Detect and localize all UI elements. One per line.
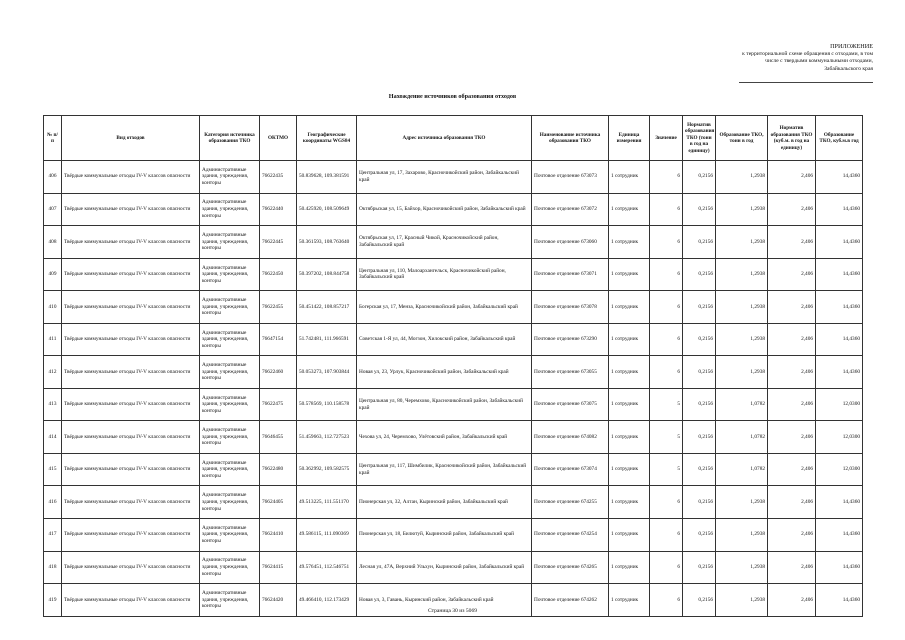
table-row bbox=[44, 291, 863, 324]
table-body bbox=[44, 161, 863, 617]
cell-waste: Твёрдые коммунальные отходы IV-V классов опасности bbox=[62, 356, 200, 389]
cell-coord: 50.362992, 109.582575 bbox=[297, 453, 357, 486]
appendix-line: к территориальной схеме обращения с отходами, в том bbox=[742, 50, 873, 57]
cell-idx: 412 bbox=[44, 356, 62, 389]
table-row bbox=[44, 453, 863, 486]
cell-waste: Твёрдые коммунальные отходы IV-V классов опасности bbox=[62, 323, 200, 356]
cell-idx: 413 bbox=[44, 388, 62, 421]
cell-unit: 1 сотрудник bbox=[609, 356, 650, 389]
cell-norm-t: 0,2156 bbox=[683, 486, 716, 519]
cell-norm-m: 2,406 bbox=[768, 551, 816, 584]
appendix-line: Забайкальского края bbox=[824, 65, 873, 72]
cell-unit: 1 сотрудник bbox=[609, 421, 650, 454]
cell-gen-m: 14,4360 bbox=[816, 584, 863, 617]
cell-norm-t: 0,2156 bbox=[683, 584, 716, 617]
cell-oktmo: 76622440 bbox=[260, 193, 297, 226]
cell-value: 5 bbox=[650, 453, 683, 486]
cell-source: Почтовое отделение 674254 bbox=[532, 519, 609, 552]
cell-category: Административные здания, учреждения, конторы bbox=[200, 421, 260, 454]
cell-address: Центральная ул, 17, Захарово, Красночикойский район, Забайкальский край bbox=[357, 161, 532, 194]
cell-value: 6 bbox=[650, 519, 683, 552]
cell-source: Почтовое отделение 673073 bbox=[532, 161, 609, 194]
cell-gen-t: 1,2938 bbox=[716, 519, 768, 552]
cell-address: Пионерская ул, 32, Алтан, Кыринский район, Забайкальский край bbox=[357, 486, 532, 519]
cell-value: 5 bbox=[650, 421, 683, 454]
cell-address: Октябрьская ул, 17, Красный Чикой, Красночикойский район, Забайкальский край bbox=[357, 226, 532, 259]
cell-waste: Твёрдые коммунальные отходы IV-V классов опасности bbox=[62, 453, 200, 486]
cell-waste: Твёрдые коммунальные отходы IV-V классов опасности bbox=[62, 486, 200, 519]
cell-unit: 1 сотрудник bbox=[609, 258, 650, 291]
header-cell: Географические координаты WGS84 bbox=[297, 116, 357, 161]
cell-category: Административные здания, учреждения, конторы bbox=[200, 323, 260, 356]
header-cell: Наименование источника образования ТКО bbox=[532, 116, 609, 161]
table-row bbox=[44, 226, 863, 259]
cell-oktmo: 76622480 bbox=[260, 453, 297, 486]
cell-gen-t: 1,2938 bbox=[716, 258, 768, 291]
cell-gen-m: 14,4360 bbox=[816, 356, 863, 389]
cell-norm-m: 2,406 bbox=[768, 226, 816, 259]
cell-value: 6 bbox=[650, 161, 683, 194]
cell-idx: 419 bbox=[44, 584, 62, 617]
appendix-line: числе с твердыми коммунальными отходами, bbox=[765, 58, 873, 65]
cell-source: Почтовое отделение 674082 bbox=[532, 421, 609, 454]
cell-address: Центральная ул, 117, Шимбилик, Красночикойский район, Забайкальский край bbox=[357, 453, 532, 486]
cell-gen-t: 1,2938 bbox=[716, 486, 768, 519]
cell-oktmo: 76647154 bbox=[260, 323, 297, 356]
cell-category: Административные здания, учреждения, конторы bbox=[200, 388, 260, 421]
cell-unit: 1 сотрудник bbox=[609, 551, 650, 584]
cell-norm-t: 0,2156 bbox=[683, 161, 716, 194]
cell-gen-m: 12,0300 bbox=[816, 453, 863, 486]
cell-unit: 1 сотрудник bbox=[609, 193, 650, 226]
cell-value: 6 bbox=[650, 323, 683, 356]
cell-oktmo: 76624405 bbox=[260, 486, 297, 519]
cell-address: Центральная ул, 80, Черемхово, Красночикойский район, Забайкальский край bbox=[357, 388, 532, 421]
cell-value: 6 bbox=[650, 486, 683, 519]
table-row bbox=[44, 161, 863, 194]
cell-norm-m: 2,406 bbox=[768, 356, 816, 389]
cell-waste: Твёрдые коммунальные отходы IV-V классов опасности bbox=[62, 226, 200, 259]
cell-coord: 50.451422, 108.857217 bbox=[297, 291, 357, 324]
cell-waste: Твёрдые коммунальные отходы IV-V классов опасности bbox=[62, 291, 200, 324]
cell-coord: 50.839628, 109.381591 bbox=[297, 161, 357, 194]
cell-category: Административные здания, учреждения, конторы bbox=[200, 486, 260, 519]
cell-source: Почтовое отделение 674255 bbox=[532, 486, 609, 519]
cell-waste: Твёрдые коммунальные отходы IV-V классов опасности bbox=[62, 193, 200, 226]
cell-gen-t: 1,2938 bbox=[716, 291, 768, 324]
cell-category: Административные здания, учреждения, конторы bbox=[200, 226, 260, 259]
cell-norm-t: 0,2156 bbox=[683, 356, 716, 389]
cell-address: Октябрьская ул, 15, Байхор, Красночикойский район, Забайкальский край bbox=[357, 193, 532, 226]
cell-gen-t: 1,0782 bbox=[716, 421, 768, 454]
cell-gen-t: 1,2938 bbox=[716, 356, 768, 389]
cell-address: Советская 1-Я ул, 44, Могзон, Хилокский район, Забайкальский край bbox=[357, 323, 532, 356]
cell-idx: 406 bbox=[44, 161, 62, 194]
cell-oktmo: 76622460 bbox=[260, 356, 297, 389]
cell-norm-m: 2,406 bbox=[768, 388, 816, 421]
cell-value: 6 bbox=[650, 258, 683, 291]
cell-oktmo: 76622435 bbox=[260, 161, 297, 194]
cell-idx: 414 bbox=[44, 421, 62, 454]
appendix-rule bbox=[739, 82, 873, 83]
cell-category: Административные здания, учреждения, конторы bbox=[200, 161, 260, 194]
cell-source: Почтовое отделение 673290 bbox=[532, 323, 609, 356]
cell-gen-m: 14,4360 bbox=[816, 226, 863, 259]
cell-norm-m: 2,406 bbox=[768, 258, 816, 291]
cell-value: 6 bbox=[650, 584, 683, 617]
cell-gen-m: 14,4360 bbox=[816, 161, 863, 194]
cell-category: Административные здания, учреждения, конторы bbox=[200, 193, 260, 226]
cell-gen-t: 1,2938 bbox=[716, 551, 768, 584]
header-cell: Образование ТКО, куб.м.в год bbox=[816, 116, 863, 161]
cell-gen-t: 1,2938 bbox=[716, 161, 768, 194]
table-row bbox=[44, 486, 863, 519]
cell-coord: 51.459663, 112.727523 bbox=[297, 421, 357, 454]
cell-value: 6 bbox=[650, 356, 683, 389]
cell-gen-t: 1,0782 bbox=[716, 453, 768, 486]
cell-source: Почтовое отделение 674265 bbox=[532, 551, 609, 584]
cell-gen-m: 14,4360 bbox=[816, 519, 863, 552]
cell-gen-t: 1,2938 bbox=[716, 226, 768, 259]
header-cell: Норматив образования ТКО (тонн в год на единицу) bbox=[683, 116, 716, 161]
cell-gen-t: 1,2938 bbox=[716, 193, 768, 226]
cell-norm-t: 0,2156 bbox=[683, 388, 716, 421]
cell-coord: 49.513225, 111.551170 bbox=[297, 486, 357, 519]
cell-address: Новая ул, 3, Гавань, Кыринский район, Забайкальский край bbox=[357, 584, 532, 617]
cell-address: Новая ул, 23, Урлук, Красночикойский район, Забайкальский край bbox=[357, 356, 532, 389]
table-row bbox=[44, 388, 863, 421]
cell-idx: 416 bbox=[44, 486, 62, 519]
cell-unit: 1 сотрудник bbox=[609, 226, 650, 259]
cell-norm-m: 2,406 bbox=[768, 421, 816, 454]
table-row bbox=[44, 356, 863, 389]
cell-source: Почтовое отделение 673055 bbox=[532, 356, 609, 389]
cell-norm-m: 2,406 bbox=[768, 584, 816, 617]
cell-coord: 49.576451, 112.546751 bbox=[297, 551, 357, 584]
sources-table bbox=[43, 115, 863, 617]
cell-unit: 1 сотрудник bbox=[609, 486, 650, 519]
cell-unit: 1 сотрудник bbox=[609, 161, 650, 194]
cell-waste: Твёрдые коммунальные отходы IV-V классов опасности bbox=[62, 161, 200, 194]
cell-idx: 407 bbox=[44, 193, 62, 226]
cell-coord: 50.425920, 108.509649 bbox=[297, 193, 357, 226]
header-cell: Единица измерения bbox=[609, 116, 650, 161]
cell-coord: 49.586115, 111.090369 bbox=[297, 519, 357, 552]
cell-idx: 409 bbox=[44, 258, 62, 291]
cell-waste: Твёрдые коммунальные отходы IV-V классов опасности bbox=[62, 551, 200, 584]
cell-gen-m: 12,0300 bbox=[816, 388, 863, 421]
header-cell: ОКТМО bbox=[260, 116, 297, 161]
cell-norm-t: 0,2156 bbox=[683, 193, 716, 226]
cell-gen-t: 1,0782 bbox=[716, 388, 768, 421]
cell-norm-m: 2,406 bbox=[768, 453, 816, 486]
cell-source: Почтовое отделение 673060 bbox=[532, 226, 609, 259]
cell-idx: 410 bbox=[44, 291, 62, 324]
cell-gen-m: 14,4360 bbox=[816, 258, 863, 291]
cell-unit: 1 сотрудник bbox=[609, 291, 650, 324]
cell-address: Чехова ул, 24, Черемхово, Улётовский район, Забайкальский край bbox=[357, 421, 532, 454]
cell-norm-t: 0,2156 bbox=[683, 519, 716, 552]
cell-address: Пионерская ул, 18, Билютуй, Кыринский район, Забайкальский край bbox=[357, 519, 532, 552]
cell-norm-m: 2,406 bbox=[768, 486, 816, 519]
cell-gen-t: 1,2938 bbox=[716, 584, 768, 617]
cell-gen-m: 14,4360 bbox=[816, 193, 863, 226]
cell-category: Административные здания, учреждения, конторы bbox=[200, 453, 260, 486]
cell-gen-m: 12,0300 bbox=[816, 421, 863, 454]
appendix-block bbox=[703, 43, 873, 73]
cell-idx: 417 bbox=[44, 519, 62, 552]
cell-norm-t: 0,2156 bbox=[683, 323, 716, 356]
cell-idx: 411 bbox=[44, 323, 62, 356]
cell-idx: 415 bbox=[44, 453, 62, 486]
header-cell: Образование ТКО, тонн в год bbox=[716, 116, 768, 161]
appendix-heading: ПРИЛОЖЕНИЕ bbox=[830, 43, 873, 50]
cell-waste: Твёрдые коммунальные отходы IV-V классов опасности bbox=[62, 388, 200, 421]
cell-address: Богерская ул, 17, Менза, Красночикойский район, Забайкальский край bbox=[357, 291, 532, 324]
header-cell: Норматив образования ТКО (куб.м. в год на единицу) bbox=[768, 116, 816, 161]
cell-unit: 1 сотрудник bbox=[609, 584, 650, 617]
cell-norm-t: 0,2156 bbox=[683, 226, 716, 259]
header-cell: № п/п bbox=[44, 116, 62, 161]
cell-category: Административные здания, учреждения, конторы bbox=[200, 551, 260, 584]
cell-gen-t: 1,2938 bbox=[716, 323, 768, 356]
table-row bbox=[44, 519, 863, 552]
cell-norm-t: 0,2156 bbox=[683, 551, 716, 584]
cell-coord: 50.053273, 107.903844 bbox=[297, 356, 357, 389]
cell-category: Административные здания, учреждения, конторы bbox=[200, 291, 260, 324]
cell-oktmo: 76624420 bbox=[260, 584, 297, 617]
cell-norm-m: 2,406 bbox=[768, 519, 816, 552]
cell-coord: 49.466410, 112.173429 bbox=[297, 584, 357, 617]
cell-norm-m: 2,406 bbox=[768, 291, 816, 324]
cell-oktmo: 76646455 bbox=[260, 421, 297, 454]
document-title: Нахождение источников образования отходов bbox=[388, 93, 517, 100]
cell-norm-m: 2,406 bbox=[768, 323, 816, 356]
cell-oktmo: 76624415 bbox=[260, 551, 297, 584]
cell-category: Административные здания, учреждения, конторы bbox=[200, 258, 260, 291]
cell-value: 6 bbox=[650, 291, 683, 324]
cell-value: 5 bbox=[650, 388, 683, 421]
cell-gen-m: 14,4360 bbox=[816, 486, 863, 519]
header-cell: Значение bbox=[650, 116, 683, 161]
cell-coord: 50.397202, 108.844758 bbox=[297, 258, 357, 291]
cell-waste: Твёрдые коммунальные отходы IV-V классов опасности bbox=[62, 584, 200, 617]
cell-unit: 1 сотрудник bbox=[609, 519, 650, 552]
cell-oktmo: 76622445 bbox=[260, 226, 297, 259]
header-cell: Адрес источника образования ТКО bbox=[357, 116, 532, 161]
cell-oktmo: 76622455 bbox=[260, 291, 297, 324]
cell-address: Лесная ул, 47А, Верхний Ульхун, Кыринский район, Забайкальский край bbox=[357, 551, 532, 584]
cell-source: Почтовое отделение 673071 bbox=[532, 258, 609, 291]
cell-norm-t: 0,2156 bbox=[683, 258, 716, 291]
cell-idx: 418 bbox=[44, 551, 62, 584]
cell-norm-m: 2,406 bbox=[768, 193, 816, 226]
cell-norm-t: 0,2156 bbox=[683, 291, 716, 324]
cell-address: Центральная ул, 110, Малоархангельск, Красночикойский район, Забайкальский край bbox=[357, 258, 532, 291]
cell-category: Административные здания, учреждения, конторы bbox=[200, 519, 260, 552]
table-row bbox=[44, 193, 863, 226]
cell-norm-m: 2,406 bbox=[768, 161, 816, 194]
cell-gen-m: 14,4360 bbox=[816, 291, 863, 324]
cell-source: Почтовое отделение 673074 bbox=[532, 453, 609, 486]
cell-source: Почтовое отделение 673072 bbox=[532, 193, 609, 226]
cell-source: Почтовое отделение 673078 bbox=[532, 291, 609, 324]
cell-gen-m: 14,4360 bbox=[816, 551, 863, 584]
cell-oktmo: 76622475 bbox=[260, 388, 297, 421]
cell-unit: 1 сотрудник bbox=[609, 453, 650, 486]
cell-coord: 50.361593, 108.763640 bbox=[297, 226, 357, 259]
cell-unit: 1 сотрудник bbox=[609, 388, 650, 421]
cell-coord: 50.578569, 110.158578 bbox=[297, 388, 357, 421]
cell-oktmo: 76622450 bbox=[260, 258, 297, 291]
cell-norm-t: 0,2156 bbox=[683, 453, 716, 486]
header-cell: Категория источника образования ТКО bbox=[200, 116, 260, 161]
cell-waste: Твёрдые коммунальные отходы IV-V классов опасности bbox=[62, 421, 200, 454]
cell-value: 6 bbox=[650, 193, 683, 226]
table-row bbox=[44, 421, 863, 454]
cell-source: Почтовое отделение 674262 bbox=[532, 584, 609, 617]
cell-waste: Твёрдые коммунальные отходы IV-V классов опасности bbox=[62, 519, 200, 552]
cell-gen-m: 14,4360 bbox=[816, 323, 863, 356]
cell-unit: 1 сотрудник bbox=[609, 323, 650, 356]
cell-value: 6 bbox=[650, 551, 683, 584]
table-row bbox=[44, 551, 863, 584]
page-footer: Страница 30 из 5069 bbox=[427, 608, 478, 614]
cell-coord: 51.742481, 111.966591 bbox=[297, 323, 357, 356]
cell-idx: 408 bbox=[44, 226, 62, 259]
cell-category: Административные здания, учреждения, конторы bbox=[200, 356, 260, 389]
cell-waste: Твёрдые коммунальные отходы IV-V классов опасности bbox=[62, 258, 200, 291]
header-cell: Вид отходов bbox=[62, 116, 200, 161]
cell-source: Почтовое отделение 673075 bbox=[532, 388, 609, 421]
table-row bbox=[44, 323, 863, 356]
cell-category: Административные здания, учреждения, конторы bbox=[200, 584, 260, 617]
table-row bbox=[44, 258, 863, 291]
cell-oktmo: 76624410 bbox=[260, 519, 297, 552]
cell-norm-t: 0,2156 bbox=[683, 421, 716, 454]
cell-value: 6 bbox=[650, 226, 683, 259]
table-header-row bbox=[44, 116, 863, 161]
